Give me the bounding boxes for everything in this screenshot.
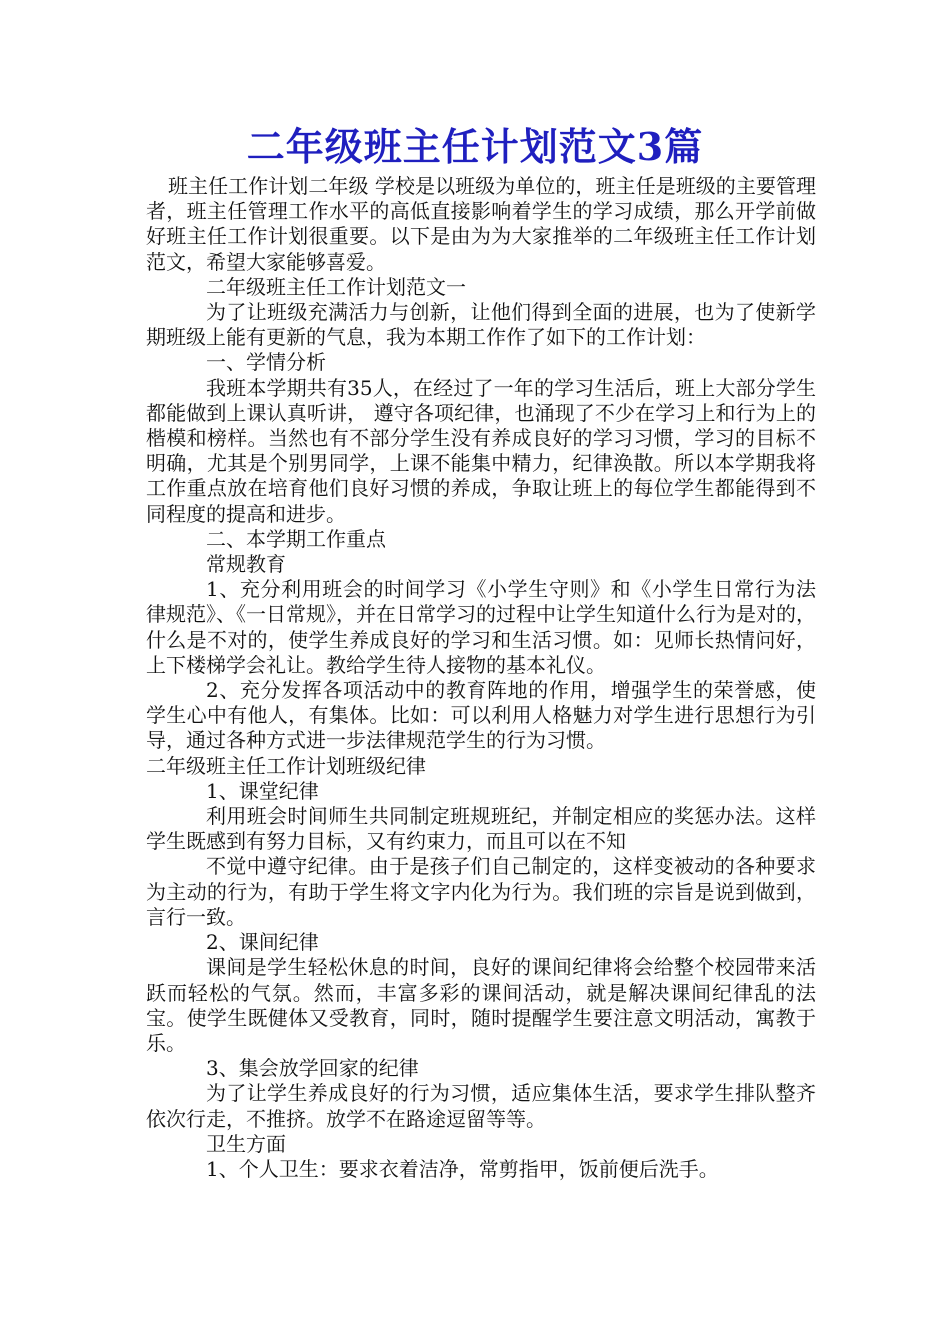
section-heading-routine: 常规教育: [206, 552, 286, 577]
paragraph-routine-2: 2、充分发挥各项活动中的教育阵地的作用，增强学生的荣誉感，使学生心中有他人，有集体。比如：可以利用人格魅力对学生进行思想行为引导，通过各种方式进一步法律规范学生的行为习惯。: [146, 678, 816, 753]
paragraph-purpose: 为了让班级充满活力与创新，让他们得到全面的进展，也为了使新学期班级上能有更新的气息，我为本期工作作了如下的工作计划：: [146, 300, 816, 350]
section-heading-hygiene: 卫生方面: [206, 1131, 286, 1156]
document-title: 二年级班主任计划范文3篇: [246, 124, 704, 169]
paragraph-analysis: 我班本学期共有35人，在经过了一年的学习生活后，班上大部分学生都能做到上课认真听讲， 遵守各项纪律，也涌现了不少在学习上和行为上的楷模和榜样。当然也有不部分学生没有养成良好的学习习惯，学习的目标不明确，尤其是个别男同学，上课不能集中精力，纪律涣散。所以本学期我将工作重点放在培育他们良好习惯的养成，争取让班上的每位学生都能得到不同程度的提高和进步。: [146, 375, 816, 526]
section-heading-break-discipline: 2、课间纪律: [206, 930, 319, 955]
paragraph-routine-1: 1、充分利用班会的时间学习《小学生守则》和《小学生日常行为法律规范》、《一日常规》，并在日常学习的过程中让学生知道什么行为是对的，什么是不对的，使学生养成良好的学习和生活习惯。如：见师长热情问好，上下楼梯学会礼让。教给学生待人接物的基本礼仪。: [146, 577, 816, 677]
paragraph-class-discipline-2: 不觉中遵守纪律。由于是孩子们自己制定的，这样变被动的各种要求为主动的行为，有助于学生将文字内化为行为。我们班的宗旨是说到做到，言行一致。: [146, 854, 816, 929]
paragraph-break-discipline: 课间是学生轻松休息的时间，良好的课间纪律将会给整个校园带来活跃而轻松的气氛。然而，丰富多彩的课间活动，就是解决课间纪律乱的法宝。使学生既健体又受教育，同时，随时提醒学生要注意文明活动，寓教于乐。: [146, 955, 816, 1055]
paragraph-class-discipline-1: 利用班会时间师生共同制定班规班纪，并制定相应的奖惩办法。这样学生既感到有努力目标，又有约束力，而且可以在不知: [146, 804, 816, 854]
section-heading-analysis: 一、学情分析: [206, 350, 326, 375]
paragraph-assembly-discipline: 为了让学生养成良好的行为习惯，适应集体生活，要求学生排队整齐依次行走，不推挤。放学不在路途逗留等等。: [146, 1081, 816, 1131]
paragraph-hygiene-1: 1、个人卫生：要求衣着洁净，常剪指甲，饭前便后洗手。: [206, 1156, 719, 1181]
section-heading-assembly-discipline: 3、集会放学回家的纪律: [206, 1056, 419, 1081]
paragraph-intro: 班主任工作计划二年级 学校是以班级为单位的，班主任是班级的主要管理者，班主任管理工作水平的高低直接影响着学生的学习成绩，那么开学前做好班主任工作计划很重要。以下是由为为大家推举的二年级班主任工作计划范文，希望大家能够喜爱。: [146, 174, 816, 274]
section-heading-focus: 二、本学期工作重点: [206, 526, 386, 551]
section-heading-discipline: 二年级班主任工作计划班级纪律: [146, 753, 426, 778]
document-body: [146, 174, 816, 1182]
section-heading-sample-one: 二年级班主任工作计划范文一: [206, 274, 466, 299]
section-heading-class-discipline: 1、课堂纪律: [206, 778, 319, 803]
